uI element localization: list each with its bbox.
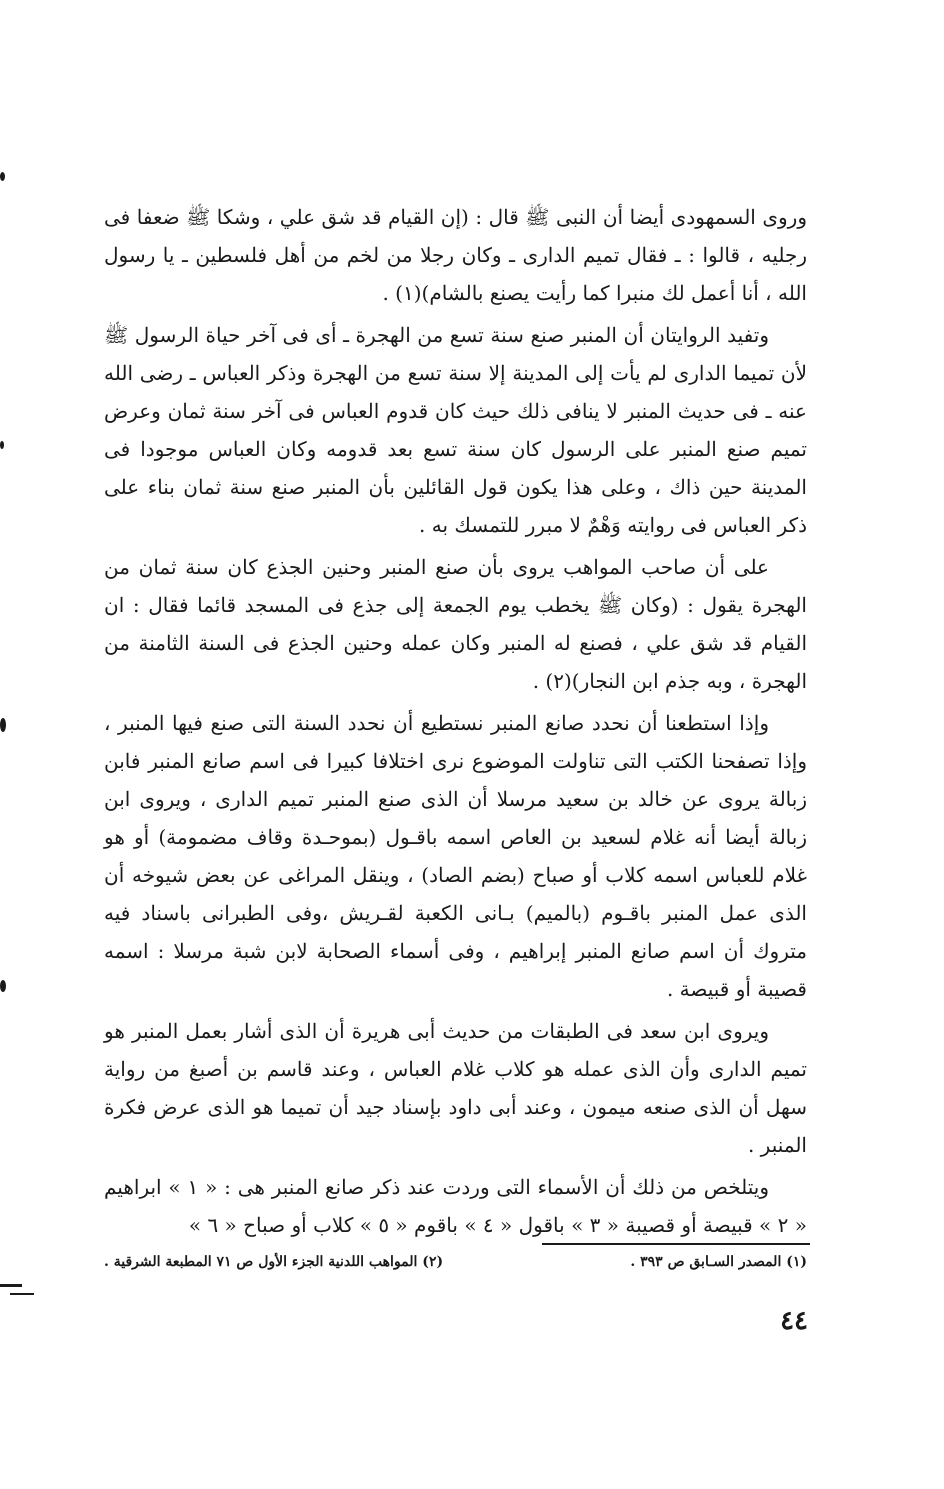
paragraph-3: على أن صاحب المواهب يروى بأن صنع المنبر وحنين الجذع كان سنة ثمان من الهجرة يقول : (وكان ﷺ يخطب يوم الجمعة إلى جذع فى المسجد قائما فقال : ان القيام قد شق علي ، فصنع له المنبر وكان عمله وحنين الجذع فى السنة الثامنة من الهجرة ، وبه جذم ابن النجار)(٢) . <box>104 555 807 693</box>
scan-stroke <box>0 1284 22 1287</box>
scan-speck <box>0 980 6 992</box>
paragraph-1: وروى السمهودى أيضا أن النبى ﷺ قال : (إن القيام قد شق علي ، وشكا ﷺ ضعفا فى رجليه ، قالوا : ـ فقال تميم الدارى ـ وكان رجلا من لخم من أهل فلسطين ـ يا رسول الله ، أنا أعمل لك منبرا كما رأيت يصنع بالشام)(١) . <box>104 205 807 305</box>
scan-speck <box>0 172 5 181</box>
footnote-divider <box>542 1243 810 1245</box>
footnote-1: (١) المصدر السـابق ص ٣٩٣ . <box>630 1254 807 1270</box>
footnote-2: (٢) المواهب اللدنية الجزء الأول ص ٧١ المطبعة الشرقية . <box>104 1254 444 1270</box>
paragraph-2: وتفيد الروايتان أن المنبر صنع سنة تسع من الهجرة ـ أى فى آخر حياة الرسول ﷺ لأن تميما الدارى لم يأت إلى المدينة إلا سنة تسع من الهجرة وذكر العباس ـ رضى الله عنه ـ فى حديث المنبر لا ينافى ذلك حيث كان قدوم العباس فى آخر سنة ثمان وعرض تميم صنع المنبر على الرسول كان سنة تسع بعد قدومه وكان العباس موجودا فى المدينة حين ذاك ، وعلى هذا يكون قول القائلين بأن المنبر صنع سنة ثمان بناء على ذكر العباس فى روايته وَهْمٌ لا مبرر للتمسك به . <box>104 323 807 537</box>
page-number: ٤٤ <box>780 1306 808 1336</box>
paragraph-4: وإذا استطعنا أن نحدد صانع المنبر نستطيع أن نحدد السنة التى صنع فيها المنبر ، وإذا تصفحنا الكتب التى تناولت الموضوع نرى اختلافا كبيرا فى اسم صانع المنبر فابن زبالة يروى عن خالد بن سعيد مرسلا أن الذى صنع المنبر تميم الدارى ، ويروى ابن زبالة أيضا أنه غلام لسعيد بن العاص اسمه باقـول (بموحـدة وقاف مضمومة) أو هو غلام للعباس اسمه كلاب أو صباح (بضم الصاد) ، وينقل المراغى عن بعض شيوخه أن الذى عمل المنبر باقـوم (بالميم) بـانى الكعبة لقـريش ،وفى الطبرانى باسناد فيه متروك أن اسم صانع المنبر إبراهيم ، وفى أسماء الصحابة لابن شبة مرسلا : اسمه قصيبة أو قبيصة . <box>104 711 807 1001</box>
scan-speck <box>0 718 6 732</box>
footnotes <box>104 1251 807 1273</box>
paragraph-6: ويتلخص من ذلك أن الأسماء التى وردت عند ذكر صانع المنبر هى : « ١ » ابراهيم « ٢ » قبيصة أو قصيبة « ٣ » باقول « ٤ » باقوم « ٥ » كلاب أو صباح « ٦ » <box>104 1175 807 1237</box>
scan-stroke <box>10 1293 34 1295</box>
paragraph-5: ويروى ابن سعد فى الطبقات من حديث أبى هريرة أن الذى أشار بعمل المنبر هو تميم الدارى وأن الذى عمله هو كلاب غلام العباس ، وعند قاسم بن أصبغ من رواية سهل أن الذى صنعه ميمون ، وعند أبى داود بإسناد جيد أن تميما هو الذى عرض فكرة المنبر . <box>104 1019 807 1157</box>
scan-speck <box>0 441 4 449</box>
main-text <box>104 198 807 1244</box>
